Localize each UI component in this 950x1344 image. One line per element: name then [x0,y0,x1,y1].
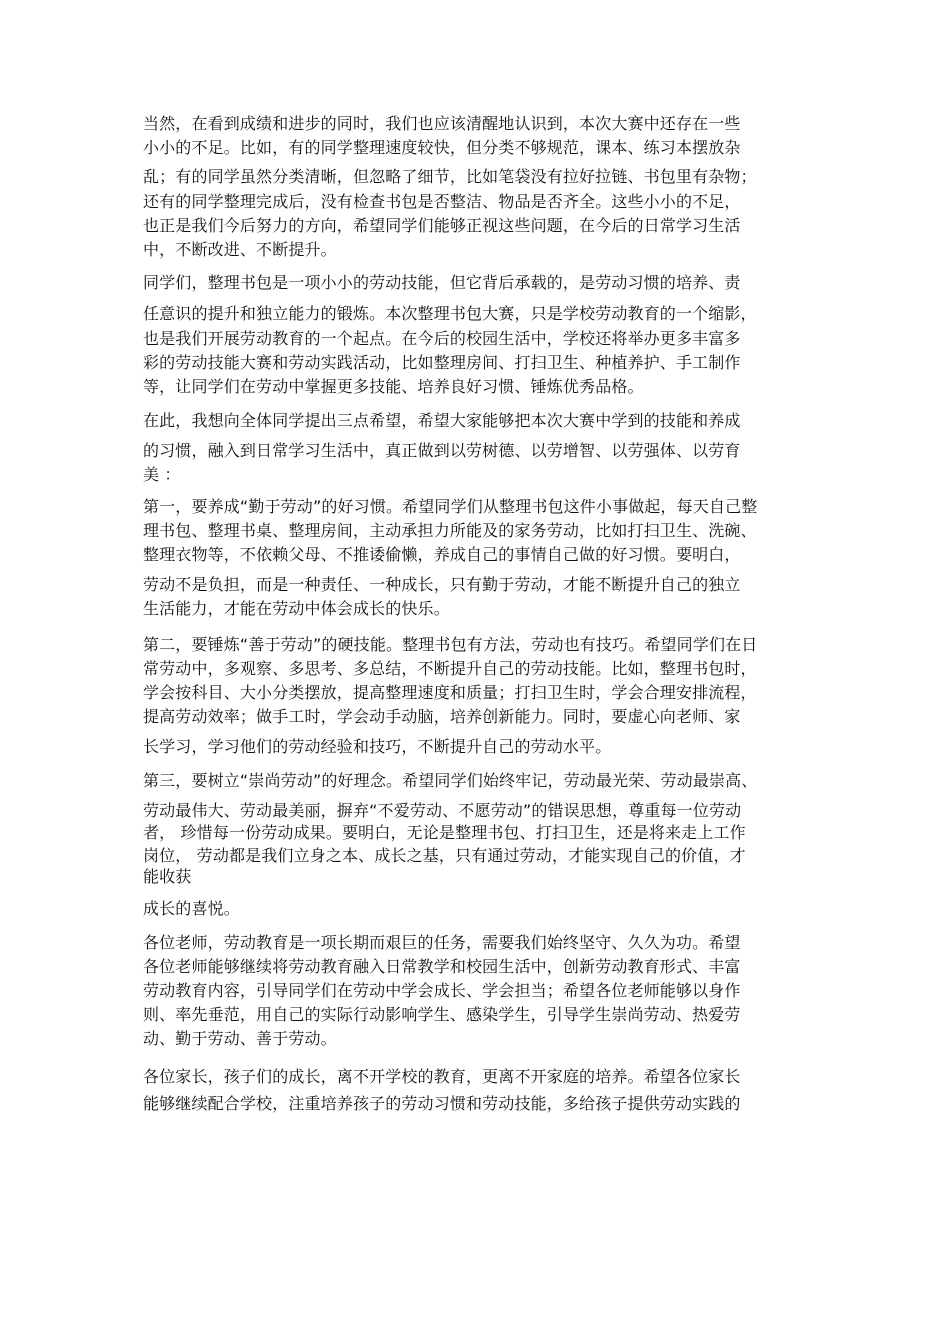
text-line: 第二，要锤炼“善于劳动”的硬技能。整理书包有方法，劳动也有技巧。希望同学们在日 [143,635,758,654]
text-line: 劳动教育内容，引导同学们在劳动中学会成长、学会担当；希望各位老师能够以身作 [143,981,741,1000]
text-line: 成长的喜悦。 [143,899,240,918]
text-line: 动、勤于劳动、善于劳动。 [143,1029,337,1048]
text-line: 当然，在看到成绩和进步的同时，我们也应该清醒地认识到，本次大赛中还存在一些 [143,114,741,133]
text-line: 第一，要养成“勤于劳动”的好习惯。希望同学们从整理书包这件小事做起，每天自己整 [143,497,758,516]
text-line: 中，不断改进、不断提升。 [143,240,337,259]
text-line: 各位老师能够继续将劳动教育融入日常教学和校园生活中，创新劳动教育形式、丰富 [143,957,741,976]
text-line: 彩的劳动技能大赛和劳动实践活动，比如整理房间、打扫卫生、种植养护、手工制作 [143,353,741,372]
text-line: 小小的不足。比如，有的同学整理速度较快，但分类不够规范，课本、练习本摆放杂 [143,138,741,157]
text-line: 乱；有的同学虽然分类清晰，但忽略了细节，比如笔袋没有拉好拉链、书包里有杂物； [143,167,757,186]
text-line: 生活能力，才能在劳动中体会成长的快乐。 [143,599,450,618]
text-line: 岗位， 劳动都是我们立身之本、成长之基，只有通过劳动，才能实现自己的价值，才 [143,846,746,865]
text-line: 同学们，整理书包是一项小小的劳动技能，但它背后承载的，是劳动习惯的培养、责 [143,273,741,292]
text-line: 各位家长，孩子们的成长，离不开学校的教育，更离不开家庭的培养。希望各位家长 [143,1067,741,1086]
text-line: 还有的同学整理完成后，没有检查书包是否整洁、物品是否齐全。这些小小的不足， [143,192,741,211]
text-line: 常劳动中，多观察、多思考、多总结，不断提升自己的劳动技能。比如，整理书包时， [143,659,757,678]
text-line: 者， 珍惜每一份劳动成果。要明白，无论是整理书包、打扫卫生，还是将来走上工作 [143,823,746,842]
text-line: 在此，我想向全体同学提出三点希望，希望大家能够把本次大赛中学到的技能和养成 [143,411,741,430]
text-line: 能收获 [143,867,192,886]
text-line: 学会按科目、大小分类摆放，提高整理速度和质量；打扫卫生时，学会合理安排流程， [143,683,757,702]
text-line: 能够继续配合学校，注重培养孩子的劳动习惯和劳动技能，多给孩子提供劳动实践的 [143,1094,741,1113]
text-line: 美 ： [143,465,181,484]
text-line: 也正是我们今后努力的方向，希望同学们能够正视这些问题，在今后的日常学习生活 [143,216,741,235]
text-line: 理书包、整理书桌、整理房间，主动承担力所能及的家务劳动，比如打扫卫生、洗碗、 [143,521,757,540]
text-line: 也是我们开展劳动教育的一个起点。在今后的校园生活中，学校还将举办更多丰富多 [143,329,741,348]
text-line: 劳动最伟大、劳动最美丽，摒弃“不爱劳动、不愿劳动”的错误思想，尊重每一位劳动 [143,801,742,820]
text-line: 长学习，学习他们的劳动经验和技巧，不断提升自己的劳动水平。 [143,737,612,756]
text-line: 则、率先垂范，用自己的实际行动影响学生、感染学生，引导学生崇尚劳动、热爱劳 [143,1005,741,1024]
text-line: 劳动不是负担，而是一种责任、一种成长，只有勤于劳动，才能不断提升自己的独立 [143,575,741,594]
text-line: 第三，要树立“崇尚劳动”的好理念。希望同学们始终牢记，劳动最光荣、劳动最崇高、 [143,771,758,790]
text-line: 各位老师，劳动教育是一项长期而艰巨的任务，需要我们始终坚守、久久为功。希望 [143,933,741,952]
text-line: 任意识的提升和独立能力的锻炼。本次整理书包大赛，只是学校劳动教育的一个缩影， [143,304,757,323]
text-line: 整理衣物等，不依赖父母、不推诿偷懒，养成自己的事情自己做的好习惯。要明白， [143,545,741,564]
text-line: 等，让同学们在劳动中掌握更多技能、培养良好习惯、锤炼优秀品格。 [143,377,644,396]
text-line: 提高劳动效率；做手工时，学会动手动脑，培养创新能力。同时，要虚心向老师、家 [143,707,741,726]
text-line: 的习惯，融入到日常学习生活中，真正做到以劳树德、以劳增智、以劳强体、以劳育 [143,441,741,460]
